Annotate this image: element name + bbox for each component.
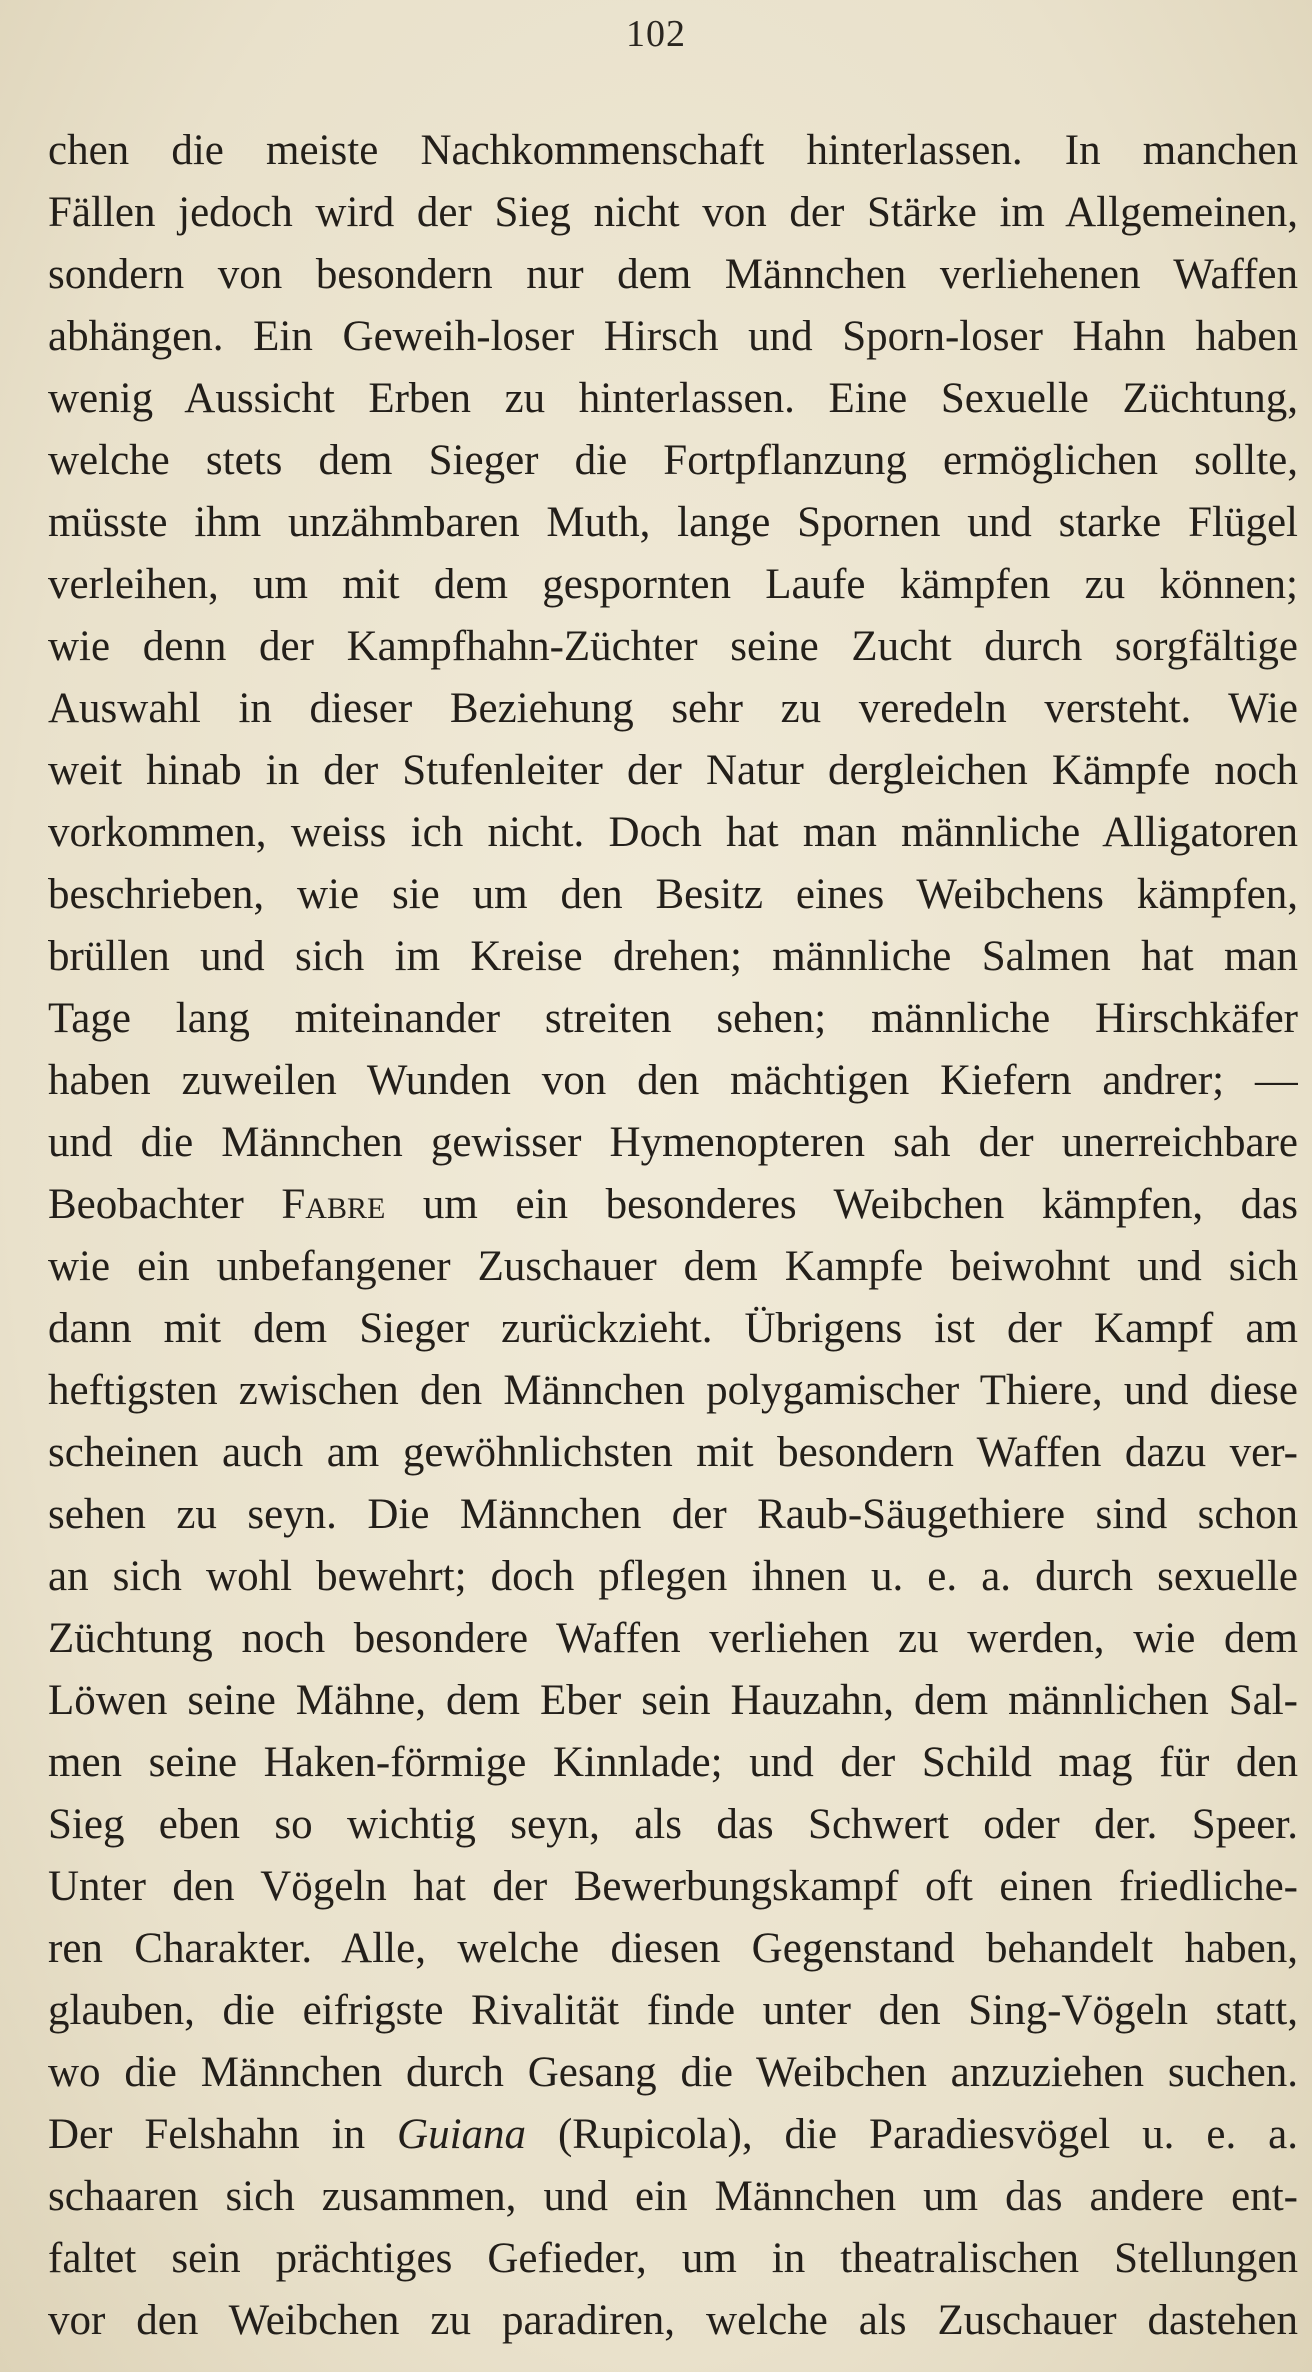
text-line: sehen zu seyn. Die Männchen der Raub-Säugethiere sind schon xyxy=(48,1491,1298,1538)
body-text xyxy=(48,120,1298,2352)
text-line: sondern von besondern nur dem Männchen verliehenen Waffen xyxy=(48,251,1298,298)
text-line-with-author xyxy=(48,1174,1298,1236)
text-line: abhängen. Ein Geweih-loser Hirsch und Sporn-loser Hahn haben xyxy=(48,313,1298,360)
text-line: Züchtung noch besondere Waffen verliehen zu werden, wie dem xyxy=(48,1615,1298,1662)
text-line-with-place xyxy=(48,2104,1298,2166)
text-line: an sich wohl bewehrt; doch pflegen ihnen u. e. a. durch sexuelle xyxy=(48,1553,1298,1600)
text-line: weit hinab in der Stufenleiter der Natur dergleichen Kämpfe noch xyxy=(48,747,1298,794)
text-line: wo die Männchen durch Gesang die Weibchen anzuziehen suchen. xyxy=(48,2049,1298,2096)
text-line: Sieg eben so wichtig seyn, als das Schwert oder der. Speer. xyxy=(48,1801,1298,1848)
text-line: wenig Aussicht Erben zu hinterlassen. Eine Sexuelle Züchtung, xyxy=(48,375,1298,422)
line-segment: um ein besonderes Weibchen kämpfen, das xyxy=(385,1181,1298,1228)
place-name: Guiana xyxy=(397,2111,527,2158)
text-line: heftigsten zwischen den Männchen polygamischer Thiere, und diese xyxy=(48,1367,1298,1414)
text-line: Löwen seine Mähne, dem Eber sein Hauzahn, dem männlichen Sal- xyxy=(48,1677,1298,1724)
text-line: und die Männchen gewisser Hymenopteren sah der unerreichbare xyxy=(48,1119,1298,1166)
text-line: wie denn der Kampfhahn-Züchter seine Zucht durch sorgfältige xyxy=(48,623,1298,670)
text-line: Auswahl in dieser Beziehung sehr zu veredeln versteht. Wie xyxy=(48,685,1298,732)
text-line: haben zuweilen Wunden von den mächtigen Kiefern andrer; — xyxy=(48,1057,1298,1104)
text-line: dann mit dem Sieger zurückzieht. Übrigens ist der Kampf am xyxy=(48,1305,1298,1352)
text-line: ren Charakter. Alle, welche diesen Gegenstand behandelt haben, xyxy=(48,1925,1298,1972)
text-line: Tage lang miteinander streiten sehen; männliche Hirschkäfer xyxy=(48,995,1298,1042)
line-segment: Der Felshahn in xyxy=(48,2111,398,2158)
text-line: chen die meiste Nachkommenschaft hinterlassen. In manchen xyxy=(48,127,1298,174)
text-line: Unter den Vögeln hat der Bewerbungskampf oft einen friedliche- xyxy=(48,1863,1298,1910)
text-line: beschrieben, wie sie um den Besitz eines Weibchens kämpfen, xyxy=(48,871,1298,918)
text-line: Fällen jedoch wird der Sieg nicht von der Stärke im Allgemeinen, xyxy=(48,189,1298,236)
text-line: men seine Haken-förmige Kinnlade; und der Schild mag für den xyxy=(48,1739,1298,1786)
text-line: glauben, die eifrigste Rivalität finde unter den Sing-Vögeln statt, xyxy=(48,1987,1298,2034)
line-segment: (Rupicola), die Paradiesvögel u. e. a. xyxy=(526,2111,1298,2158)
text-line: schaaren sich zusammen, und ein Männchen um das andere ent- xyxy=(48,2173,1298,2220)
text-line: welche stets dem Sieger die Fortpflanzung ermöglichen sollte, xyxy=(48,437,1298,484)
text-line: vorkommen, weiss ich nicht. Doch hat man männliche Alligatoren xyxy=(48,809,1298,856)
line-segment: Beobachter xyxy=(48,1181,282,1228)
text-line: brüllen und sich im Kreise drehen; männliche Salmen hat man xyxy=(48,933,1298,980)
text-line: müsste ihm unzähmbaren Muth, lange Spornen und starke Flügel xyxy=(48,499,1298,546)
text-line: faltet sein prächtiges Gefieder, um in theatralischen Stellungen xyxy=(48,2235,1298,2282)
author-name: Fabre xyxy=(281,1181,386,1228)
text-line: scheinen auch am gewöhnlichsten mit besondern Waffen dazu ver- xyxy=(48,1429,1298,1476)
page-number: 102 xyxy=(626,13,686,55)
text-line: wie ein unbefangener Zuschauer dem Kampfe beiwohnt und sich xyxy=(48,1243,1298,1290)
text-line: vor den Weibchen zu paradiren, welche als Zuschauer dastehen xyxy=(48,2297,1298,2344)
text-line: verleihen, um mit dem gespornten Laufe kämpfen zu können; xyxy=(48,561,1298,608)
